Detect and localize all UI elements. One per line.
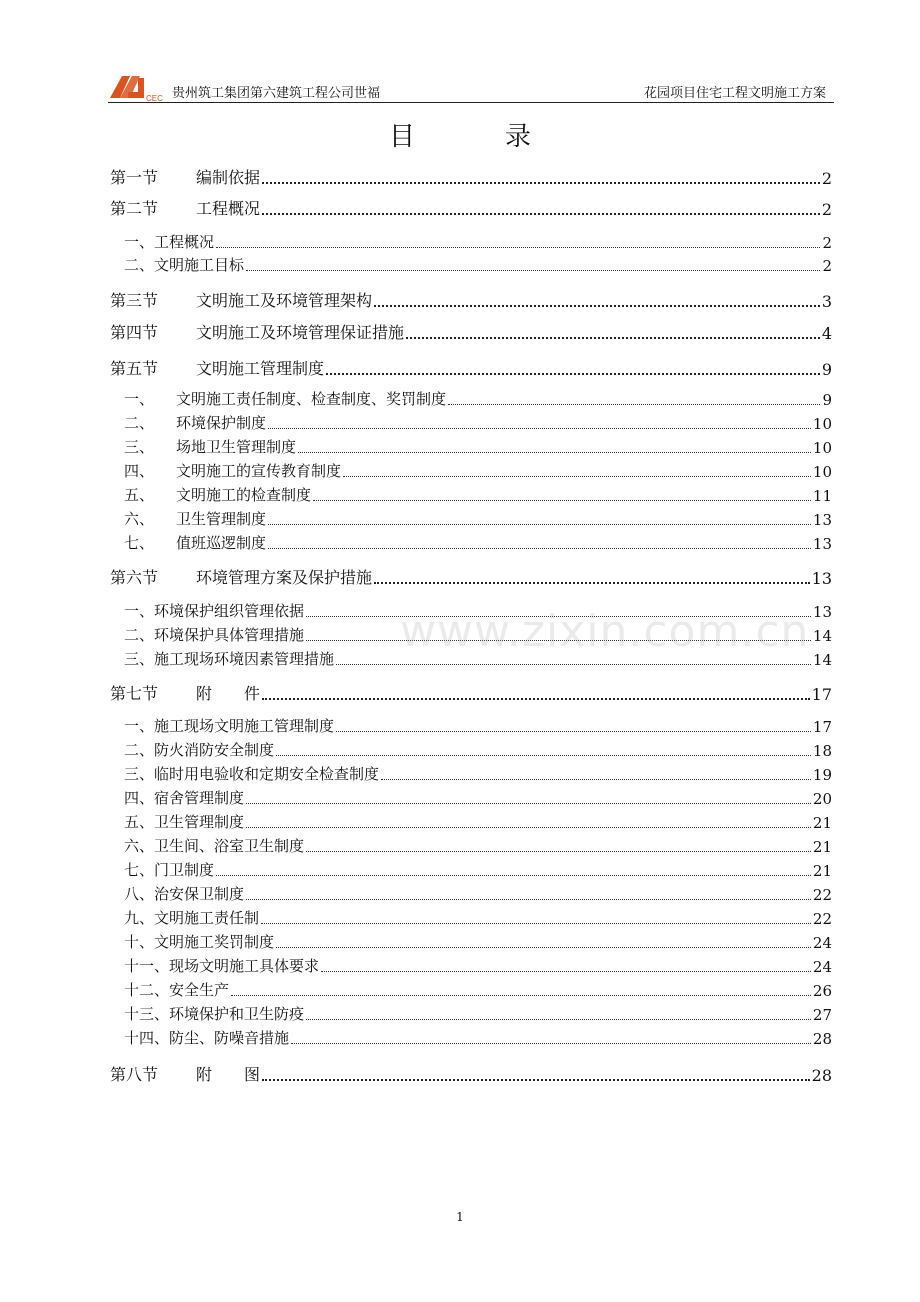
page-header [108, 70, 834, 103]
toc-entry-number: 第五节 [110, 359, 159, 378]
toc-entry-number: 六、 [124, 837, 155, 855]
toc-entry-page: 3 [821, 292, 832, 311]
toc-entry-label: 卫生管理制度 [176, 510, 267, 528]
toc-entry-number: 十三、 [124, 1005, 170, 1023]
toc-entry-number: 四、 [124, 789, 155, 807]
toc-entry[interactable] [110, 681, 832, 704]
toc-leader-dots [246, 266, 820, 271]
toc-entry-label: 文明施工责任制度、检查制度、奖罚制度 [176, 390, 447, 408]
toc-entry[interactable] [110, 356, 832, 379]
toc-entry[interactable] [124, 979, 832, 1000]
toc-entry-number: 第四节 [110, 323, 159, 342]
toc-leader-dots [216, 243, 820, 248]
toc-entry-label: 文明施工及环境管理架构 [196, 291, 373, 310]
toc-leader-dots [262, 209, 820, 215]
toc-entry[interactable] [124, 739, 832, 760]
toc-entry-number: 四、 [124, 462, 155, 480]
toc-entry-page: 17 [812, 718, 832, 736]
toc-entry-number: 一、 [124, 390, 155, 408]
toc-entry[interactable] [124, 763, 832, 784]
toc-entry-number: 第二节 [110, 199, 159, 218]
toc-entry-page: 9 [821, 360, 832, 379]
toc-entry-label: 现场文明施工具体要求 [169, 957, 320, 975]
toc-entry-page: 14 [812, 651, 832, 669]
toc-entry-page: 20 [812, 790, 832, 808]
toc-entry[interactable] [124, 1003, 832, 1024]
toc-entry-page: 10 [812, 463, 832, 481]
toc-entry[interactable] [124, 859, 832, 880]
toc-leader-dots [262, 1075, 810, 1081]
toc-leader-dots [261, 919, 811, 924]
toc-entry-number: 第七节 [110, 684, 159, 703]
toc-leader-dots [268, 544, 811, 549]
toc-leader-dots [291, 1039, 811, 1044]
toc-entry-label: 文明施工及环境管理保证措施 [196, 323, 405, 342]
toc-entry-page: 2 [821, 200, 832, 219]
toc-entry[interactable] [124, 955, 832, 976]
toc-entry-number: 六、 [124, 510, 155, 528]
toc-entry-label: 附 件 [196, 684, 261, 703]
toc-entry-page: 28 [811, 1066, 832, 1085]
toc-entry-number: 一、 [124, 233, 155, 251]
toc-leader-dots [406, 333, 820, 339]
toc-entry[interactable] [124, 715, 832, 736]
toc-entry-label: 工程概况 [154, 233, 215, 251]
toc-entry-label: 卫生间、浴室卫生制度 [154, 837, 305, 855]
toc-entry-page: 11 [812, 487, 832, 505]
toc-entry-page: 13 [812, 535, 832, 553]
toc-leader-dots [313, 496, 811, 501]
toc-entry-page: 19 [812, 766, 832, 784]
toc-entry-page: 13 [811, 569, 832, 588]
toc-entry-number: 二、 [124, 626, 155, 644]
toc-entry-page: 2 [822, 234, 832, 252]
toc-entry[interactable] [124, 532, 832, 553]
toc-entry-number: 第六节 [110, 568, 159, 587]
toc-entry-number: 八、 [124, 885, 155, 903]
toc-entry-page: 2 [821, 169, 832, 188]
toc-entry-number: 二、 [124, 741, 155, 759]
toc-entry-page: 14 [812, 627, 832, 645]
toc-entry-page: 18 [812, 742, 832, 760]
toc-leader-dots [268, 520, 811, 525]
toc-entry-page: 9 [822, 391, 832, 409]
toc-entry-page: 21 [812, 838, 832, 856]
toc-entry-label: 施工现场环境因素管理措施 [154, 650, 335, 668]
toc-entry-page: 24 [812, 958, 832, 976]
toc-entry-page: 4 [821, 324, 832, 343]
toc-entry-label: 文明施工责任制 [154, 909, 260, 927]
toc-entry-label: 卫生管理制度 [154, 813, 245, 831]
toc-entry-number: 五、 [124, 486, 155, 504]
toc-entry-label: 文明施工的宣传教育制度 [176, 462, 342, 480]
toc-leader-dots [448, 400, 820, 405]
toc-entry-label: 施工现场文明施工管理制度 [154, 717, 335, 735]
toc-entry-label: 工程概况 [196, 199, 261, 218]
toc-leader-dots [336, 660, 811, 665]
toc-leader-dots [306, 1015, 811, 1020]
toc-entry[interactable] [124, 508, 832, 529]
toc-entry-number: 七、 [124, 861, 155, 879]
toc-entry-number: 第八节 [110, 1065, 159, 1084]
toc-entry-label: 附 图 [196, 1065, 261, 1084]
toc-leader-dots [374, 578, 810, 584]
toc-entry-label: 防火消防安全制度 [154, 741, 275, 759]
toc-leader-dots [336, 727, 811, 732]
toc-entry[interactable] [110, 1062, 832, 1085]
toc-leader-dots [381, 775, 811, 780]
toc-entry-label: 环境管理方案及保护措施 [196, 568, 373, 587]
toc-entry-page: 26 [812, 982, 832, 1000]
logo-text: CEC [146, 94, 163, 102]
toc-entry[interactable] [124, 412, 832, 433]
company-logo-icon [108, 72, 166, 102]
toc-leader-dots [246, 823, 811, 828]
toc-entry-label: 文明施工管理制度 [196, 359, 325, 378]
toc-entry-number: 二、 [124, 256, 155, 274]
toc-entry[interactable] [124, 254, 832, 275]
toc-entry-page: 10 [812, 415, 832, 433]
toc-entry-page: 13 [812, 603, 832, 621]
toc-entry-page: 27 [812, 1006, 832, 1024]
toc-leader-dots [216, 871, 811, 876]
title-char-1: 目 [388, 122, 415, 152]
toc-entry-page: 22 [812, 886, 832, 904]
toc-entry[interactable] [110, 288, 832, 311]
toc-entry[interactable] [124, 811, 832, 832]
toc-entry-label: 环境保护和卫生防疫 [169, 1005, 305, 1023]
toc-leader-dots [321, 967, 811, 972]
toc-entry-label: 环境保护具体管理措施 [154, 626, 305, 644]
toc-entry[interactable] [124, 787, 832, 808]
toc-entry[interactable] [124, 931, 832, 952]
toc-entry[interactable] [124, 835, 832, 856]
title-char-2: 录 [505, 122, 532, 152]
toc-entry-number: 十、 [124, 933, 155, 951]
toc-entry[interactable] [124, 231, 832, 252]
toc-entry[interactable] [124, 460, 832, 481]
toc-entry-number: 第三节 [110, 291, 159, 310]
toc-entry-label: 防尘、防噪音措施 [169, 1029, 290, 1047]
toc-entry-label: 门卫制度 [154, 861, 215, 879]
toc-leader-dots [276, 943, 811, 948]
toc-entry-number: 三、 [124, 650, 155, 668]
toc-leader-dots [262, 178, 820, 184]
toc-entry-label: 宿舍管理制度 [154, 789, 245, 807]
toc-leader-dots [262, 694, 810, 700]
toc-entry-label: 临时用电验收和定期安全检查制度 [154, 765, 380, 783]
toc-leader-dots [374, 301, 820, 307]
project-name: 花园项目住宅工程文明施工方案 [643, 86, 826, 101]
toc-entry-number: 七、 [124, 534, 155, 552]
page-number: 1 [456, 1210, 464, 1224]
toc-entry-page: 2 [822, 257, 832, 275]
toc-entry-page: 28 [812, 1030, 832, 1048]
toc-entry-number: 九、 [124, 909, 155, 927]
toc-entry-page: 13 [812, 511, 832, 529]
toc-entry-number: 十二、 [124, 981, 170, 999]
toc-leader-dots [276, 751, 811, 756]
toc-leader-dots [246, 799, 811, 804]
toc-leader-dots [298, 448, 811, 453]
toc-entry-number: 一、 [124, 602, 155, 620]
toc-entry-page: 21 [812, 814, 832, 832]
toc-entry-number: 十四、 [124, 1029, 170, 1047]
toc-entry[interactable] [110, 565, 832, 588]
toc-leader-dots [326, 369, 820, 375]
toc-entry[interactable] [124, 1027, 832, 1048]
toc-entry[interactable] [124, 907, 832, 928]
page-title [0, 116, 920, 153]
toc-entry-label: 编制依据 [196, 168, 261, 187]
toc-entry[interactable] [110, 320, 832, 343]
toc-entry-number: 第一节 [110, 168, 159, 187]
toc-entry-label: 治安保卫制度 [154, 885, 245, 903]
toc-entry-page: 21 [812, 862, 832, 880]
toc-entry-label: 安全生产 [169, 981, 230, 999]
toc-entry[interactable] [110, 196, 832, 219]
toc-entry-number: 十一、 [124, 957, 170, 975]
toc-entry-number: 三、 [124, 765, 155, 783]
toc-entry-label: 环境保护制度 [176, 414, 267, 432]
toc-leader-dots [231, 991, 811, 996]
watermark: www.zixin.com.cn [400, 606, 810, 657]
toc-entry-label: 文明施工的检查制度 [176, 486, 312, 504]
toc-entry[interactable] [124, 388, 832, 409]
toc-entry-label: 场地卫生管理制度 [176, 438, 297, 456]
toc-entry-number: 三、 [124, 438, 155, 456]
toc-entry-number: 五、 [124, 813, 155, 831]
toc-entry[interactable] [124, 484, 832, 505]
toc-entry-page: 22 [812, 910, 832, 928]
toc-leader-dots [246, 895, 811, 900]
toc-entry-number: 二、 [124, 414, 155, 432]
toc-entry-number: 一、 [124, 717, 155, 735]
toc-entry-label: 值班巡逻制度 [176, 534, 267, 552]
toc-entry[interactable] [124, 883, 832, 904]
toc-entry-label: 文明施工目标 [154, 256, 245, 274]
toc-entry[interactable] [110, 165, 832, 188]
toc-leader-dots [306, 847, 811, 852]
company-name: 贵州筑工集团第六建筑工程公司世福 [172, 86, 381, 101]
toc-leader-dots [268, 424, 811, 429]
toc-entry-page: 17 [811, 685, 832, 704]
toc-entry[interactable] [124, 436, 832, 457]
toc-entry-page: 10 [812, 439, 832, 457]
toc-entry-page: 24 [812, 934, 832, 952]
toc-leader-dots [343, 472, 811, 477]
toc-entry-label: 环境保护组织管理依据 [154, 602, 305, 620]
toc-entry-label: 文明施工奖罚制度 [154, 933, 275, 951]
